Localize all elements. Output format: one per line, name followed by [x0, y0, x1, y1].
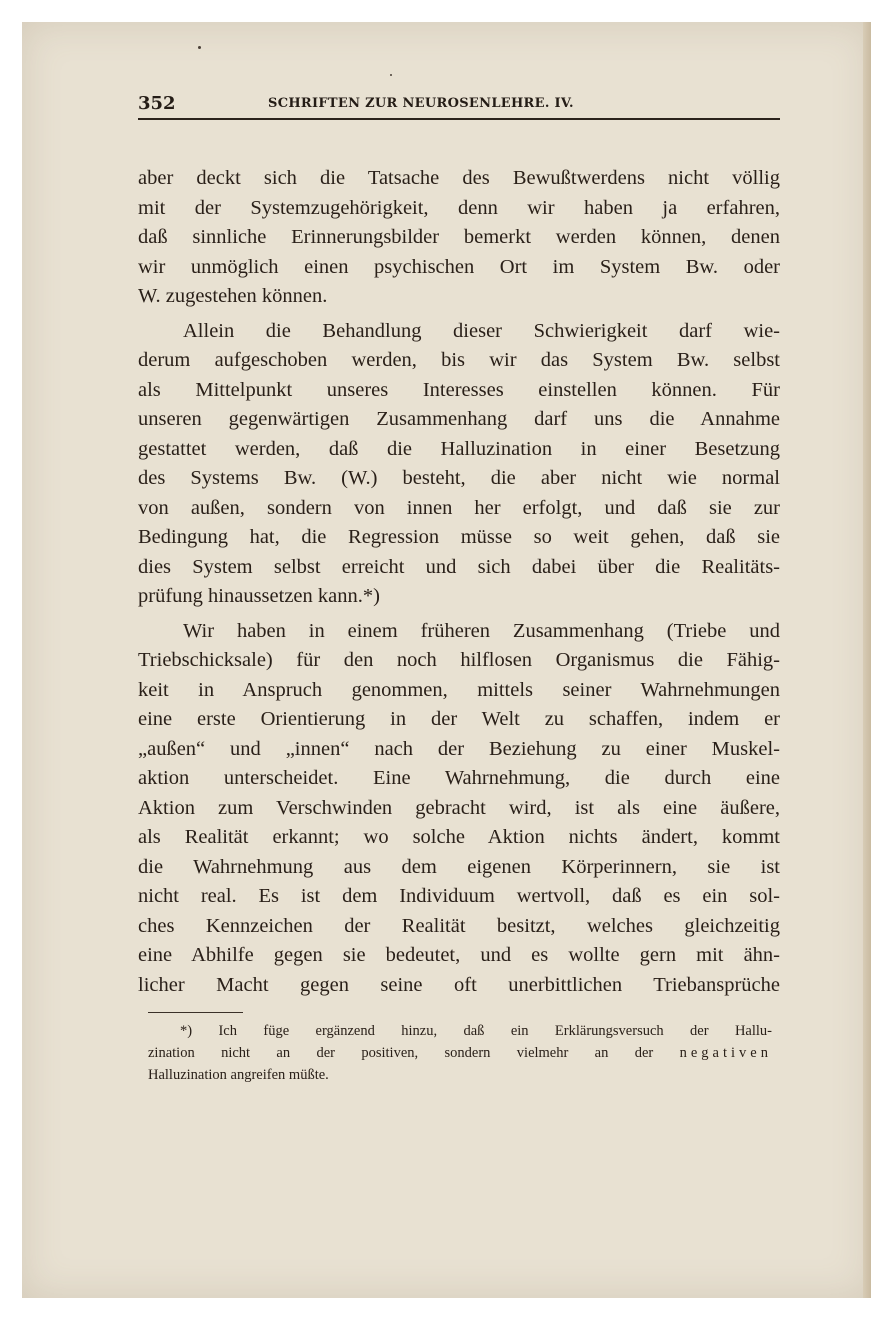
- text-line: licher Macht gegen seine oft unerbittlichen Triebansprüche: [138, 973, 780, 996]
- text-line: Wir haben in einem früheren Zusammenhang (Triebe und: [183, 619, 780, 642]
- specks: [390, 74, 392, 76]
- text-line: als Realität erkannt; wo solche Aktion nichts ändert, kommt: [138, 826, 780, 848]
- text-line: nicht real. Es ist dem Individuum wertvoll, daß es ein sol-: [138, 885, 780, 907]
- text-line: als Mittelpunkt unseres Interesses einstellen können. Für: [138, 378, 780, 401]
- text-line: gestattet werden, daß die Halluzination in einer Besetzung: [138, 437, 780, 460]
- footnote-text: zination nicht an der positiven, sondern vielmehr an der: [148, 1045, 680, 1061]
- text-line: eine erste Orientierung in der Welt zu schaffen, indem er: [138, 708, 780, 730]
- footnote-emphasis: negativen: [679, 1045, 772, 1061]
- text-line: Bedingung hat, die Regression müsse so weit gehen, daß sie: [138, 526, 780, 548]
- header-rule: [138, 118, 780, 120]
- text-line: derum aufgeschoben werden, bis wir das System Bw. selbst: [138, 349, 780, 371]
- page-number: 352: [138, 93, 176, 114]
- text-line: ches Kennzeichen der Realität besitzt, welches gleichzeitig: [138, 914, 780, 937]
- text-line: aber deckt sich die Tatsache des Bewußtwerdens nicht völlig: [138, 167, 780, 189]
- text-line: dies System selbst erreicht und sich dabei über die Realitäts-: [138, 555, 780, 578]
- specks: [198, 46, 201, 49]
- footnote-rule: [148, 1012, 243, 1013]
- text-line: Triebschicksale) für den noch hilflosen Organismus die Fähig-: [138, 649, 780, 671]
- footnote-line: Halluzination angreifen müßte.: [148, 1067, 329, 1083]
- text-line: daß sinnliche Erinnerungsbilder bemerkt werden können, denen: [138, 226, 780, 248]
- text-line: eine Abhilfe gegen sie bedeutet, und es wollte gern mit ähn-: [138, 944, 780, 966]
- text-line: Aktion zum Verschwinden gebracht wird, ist als eine äußere,: [138, 796, 780, 819]
- text-line: unseren gegenwärtigen Zusammenhang darf uns die Annahme: [138, 408, 780, 430]
- text-line: W. zugestehen können.: [138, 285, 328, 307]
- text-line: Allein die Behandlung dieser Schwierigkeit darf wie-: [183, 319, 780, 342]
- footnote-line: *) Ich füge ergänzend hinzu, daß ein Erklärungsversuch der Hallu-: [180, 1023, 772, 1039]
- text-line: wir unmöglich einen psychischen Ort im System Bw. oder: [138, 255, 780, 278]
- page-header: [138, 93, 780, 121]
- footnote: [148, 1020, 772, 1086]
- text-line: mit der Systemzugehörigkeit, denn wir haben ja erfahren,: [138, 196, 780, 219]
- text-line: von außen, sondern von innen her erfolgt, und daß sie zur: [138, 496, 780, 519]
- text-line: „außen“ und „innen“ nach der Beziehung zu einer Muskel-: [138, 737, 780, 760]
- page-edge: [863, 22, 871, 1298]
- text-line: keit in Anspruch genommen, mittels seiner Wahrnehmungen: [138, 678, 780, 701]
- body-text: [138, 164, 780, 1000]
- text-line: aktion unterscheidet. Eine Wahrnehmung, die durch eine: [138, 767, 780, 789]
- text-line: des Systems Bw. (W.) besteht, die aber nicht wie normal: [138, 467, 780, 489]
- text-line: die Wahrnehmung aus dem eigenen Körperinnern, sie ist: [138, 855, 780, 878]
- footnote-line: [148, 1042, 772, 1064]
- text-line: prüfung hinaussetzen kann.*): [138, 585, 380, 607]
- running-title: SCHRIFTEN ZUR NEUROSENLEHRE. IV.: [268, 96, 574, 111]
